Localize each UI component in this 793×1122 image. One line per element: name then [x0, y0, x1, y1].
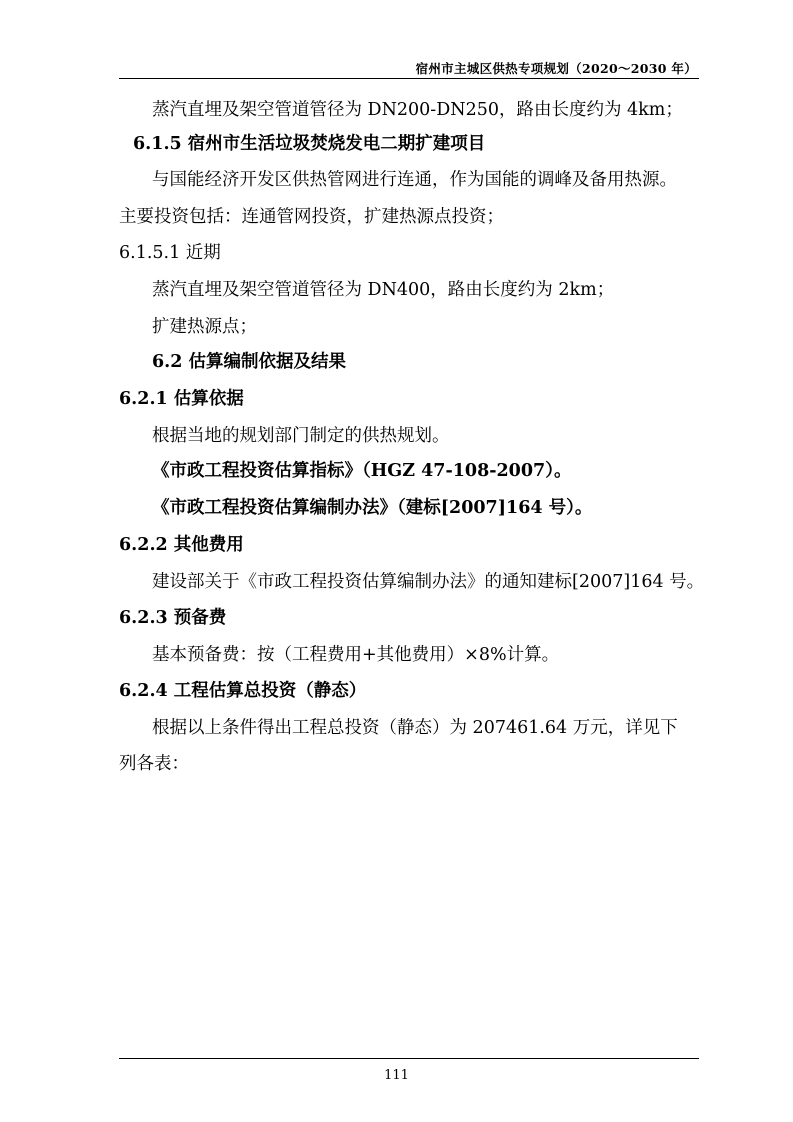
section-heading-6-2-4: 6.2.4 工程估算总投资（静态） [119, 681, 367, 701]
header-divider [119, 78, 699, 79]
paragraph-line: 蒸汽直埋及架空管道管径为 DN200-DN250，路由长度约为 4km； [152, 100, 683, 120]
section-heading-6-2: 6.2 估算编制依据及结果 [152, 352, 347, 372]
paragraph-line: 根据以上条件得出工程总投资（静态）为 207461.64 万元，详见下 [152, 718, 678, 738]
paragraph-line: 扩建热源点； [152, 317, 257, 337]
reference-standard-line: 《市政工程投资估算指标》（HGZ 47-108-2007）。 [152, 461, 572, 481]
paragraph-line: 基本预备费：按（工程费用+其他费用）×8%计算。 [152, 645, 560, 665]
section-heading-6-2-3: 6.2.3 预备费 [119, 608, 227, 628]
footer-divider [119, 1058, 699, 1059]
subsection-heading-6-1-5-1: 6.1.5.1 近期 [119, 243, 221, 263]
running-header: 宿州市主城区供热专项规划（2020～2030 年） [415, 61, 697, 76]
reference-standard-line: 《市政工程投资估算编制办法》（建标[2007]164 号）。 [152, 498, 593, 518]
paragraph-line: 建设部关于《市政工程投资估算编制办法》的通知建标[2007]164 号。 [152, 572, 705, 592]
section-heading-6-2-2: 6.2.2 其他费用 [119, 535, 244, 555]
page-number: 111 [384, 1068, 409, 1083]
section-heading-6-2-1: 6.2.1 估算依据 [119, 389, 244, 409]
section-heading-6-1-5: 6.1.5 宿州市生活垃圾焚烧发电二期扩建项目 [133, 134, 486, 154]
paragraph-line: 列各表： [119, 754, 189, 774]
paragraph-line: 与国能经济开发区供热管网进行连通，作为国能的调峰及备用热源。 [152, 170, 677, 190]
paragraph-line: 主要投资包括：连通管网投资，扩建热源点投资； [119, 207, 504, 227]
paragraph-line: 蒸汽直埋及架空管道管径为 DN400，路由长度约为 2km； [152, 280, 615, 300]
paragraph-line: 根据当地的规划部门制定的供热规划。 [152, 426, 450, 446]
